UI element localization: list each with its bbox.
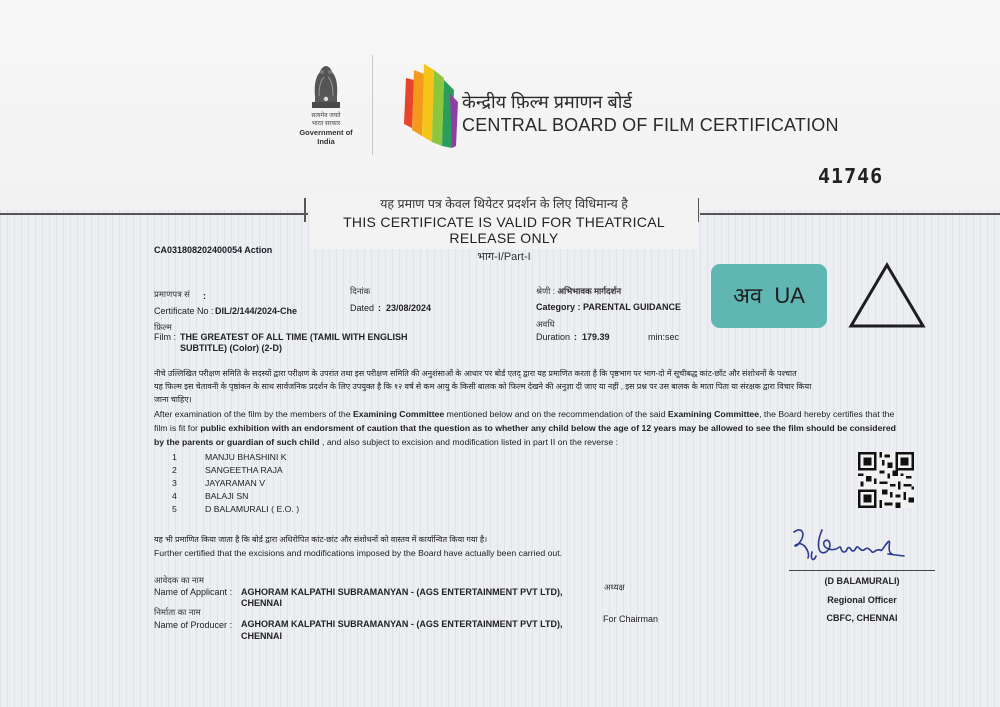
signatory-name: (D BALAMURALI) — [824, 576, 900, 586]
emblem-caption-english: Government of India — [299, 128, 353, 146]
list-item: 5 D BALAMURALI ( E.O. ) — [172, 504, 300, 514]
producer-label-hindi: निर्माता का नाम — [154, 607, 201, 617]
signatory-office: CBFC, CHENNAI — [826, 613, 898, 623]
applicant-label-hindi: आवेदक का नाम — [154, 575, 204, 585]
list-item: 4 BALAJI SN — [172, 491, 249, 501]
list-item: 3 JAYARAMAN V — [172, 478, 266, 488]
film-title-line-1: THE GREATEST OF ALL TIME (TAMIL WITH ENGLISH — [180, 332, 408, 342]
government-emblem — [298, 62, 354, 152]
applicant-name-line-1: AGHORAM KALPATHI SUBRAMANYAN - (AGS ENTERTAINMENT PVT LTD), — [241, 587, 563, 597]
further-certified-hindi: यह भी प्रमाणित किया जाता है कि बोर्ड द्वारा अधिरोपित कांट-छांट और संशोधनों को वास्तव में कार्यान्वित किया गया है। — [154, 535, 488, 544]
cbfc-logo-icon — [400, 58, 460, 150]
producer-name-line-2: CHENNAI — [241, 631, 283, 641]
duration-value: : 179.39 — [574, 332, 610, 342]
date-label-hindi: दिनांक — [350, 286, 371, 296]
producer-label: Name of Producer : — [154, 620, 233, 630]
further-certified-english: Further certified that the excisions and modifications imposed by the Board have actually been carried out. — [154, 548, 563, 558]
signatory-title: Regional Officer — [827, 595, 897, 605]
certificate-no-label: Certificate No : — [154, 306, 214, 316]
validity-tick-left — [304, 198, 306, 222]
validity-rule-right — [700, 213, 1000, 215]
applicant-label: Name of Applicant : — [154, 587, 233, 597]
producer-name-line-1: AGHORAM KALPATHI SUBRAMANYAN - (AGS ENTERTAINMENT PVT LTD), — [241, 619, 563, 629]
serial-number: 41746 — [818, 164, 884, 188]
validity-english: THIS CERTIFICATE IS VALID FOR THEATRICAL RELEASE ONLY — [343, 214, 665, 246]
board-title-hindi: केन्द्रीय फ़िल्म प्रमाणन बोर्ड — [462, 92, 633, 112]
rating-badge: अव UA — [711, 264, 827, 328]
triangle-symbol-icon — [848, 262, 926, 330]
ashoka-emblem-icon — [306, 62, 346, 112]
certification-text-hindi: नीचे उल्लिखित परीक्षण समिति के सदस्यों द्वारा परीक्षण के उपरांत तथा इस परीक्षण समिति की अनुशंसाओं के आधार पर बोर्ड एतद् द्वारा यह प्रमाणित करता है कि पृष्ठभाग पर भाग-दो में सूचीबद्ध कांट-छाँट और संशोधनों के पश्चात यह फिल्म इस चेतावनी के पृष्ठांकन के साथ सार्वजनिक प्रदर्शन के लिए उपयुक्त है कि १२ वर्ष से कम आयु के किसी बालक को फिल्म देखने की अनुज्ञा दी जाए या नहीं , इस प्रश्न पर उस बालक के माता पिता या संरक्षक द्वारा विचार किया जाना चाहिए। — [154, 369, 812, 404]
signature — [788, 522, 908, 568]
film-label: Film : — [154, 332, 177, 342]
header-divider — [372, 55, 373, 155]
committee-members-list — [172, 452, 472, 532]
duration-unit: min:sec — [648, 332, 680, 342]
signature-line — [789, 570, 935, 571]
colon: : — [203, 291, 206, 301]
list-item: 2 SANGEETHA RAJA — [172, 465, 283, 475]
category-label-hindi: श्रेणी : अभिभावक मार्गदर्शन — [536, 286, 622, 296]
duration-label-hindi: अवधि — [536, 319, 555, 329]
qr-code — [858, 452, 914, 508]
date-label: Dated — [350, 303, 375, 313]
emblem-motto: सत्यमेव जयते — [311, 113, 341, 119]
validity-rule-left — [0, 213, 308, 215]
validity-notice — [310, 193, 698, 263]
certificate-no-value: DIL/2/144/2024-Che — [215, 306, 298, 316]
validity-hindi: यह प्रमाण पत्र केवल थियेटर प्रदर्शन के लिए विधिमान्य है — [380, 197, 628, 211]
reference-code: CA031808202400054 Action — [154, 245, 273, 255]
applicant-name-line-2: CHENNAI — [241, 598, 283, 608]
part-label: भाग-I/Part-I — [477, 251, 531, 263]
list-item: 1 MANJU BHASHINI K — [172, 452, 287, 462]
certification-text-english: After examination of the film by the members of the Examining Committee mentioned below and on the recommendation of the said Examining Committee, the Board hereby certifies that the film is fit for public exhibition with an endorsment of caution that the question as to whether any child below the age of 12 years may be allowed to see the film should be considered by the parents or guardian of such child , and also subject to excision and modification listed in part II on the reverse : — [154, 409, 896, 447]
for-chairman-label: For Chairman — [603, 614, 659, 624]
film-label-hindi: फ़िल्म — [154, 322, 172, 332]
board-title-english: CENTRAL BOARD OF FILM CERTIFICATION — [462, 115, 839, 135]
duration-label: Duration — [536, 332, 571, 342]
emblem-caption-hindi: भारत सरकार — [311, 121, 341, 127]
certificate-no-label-hindi: प्रमाणपत्र सं — [154, 289, 190, 299]
date-value: : 23/08/2024 — [378, 303, 432, 313]
chairman-label-hindi: अध्यक्ष — [604, 582, 625, 592]
film-title-line-2: SUBTITLE) (Color) (2-D) — [180, 343, 282, 353]
category-value: Category : PARENTAL GUIDANCE — [536, 302, 682, 312]
